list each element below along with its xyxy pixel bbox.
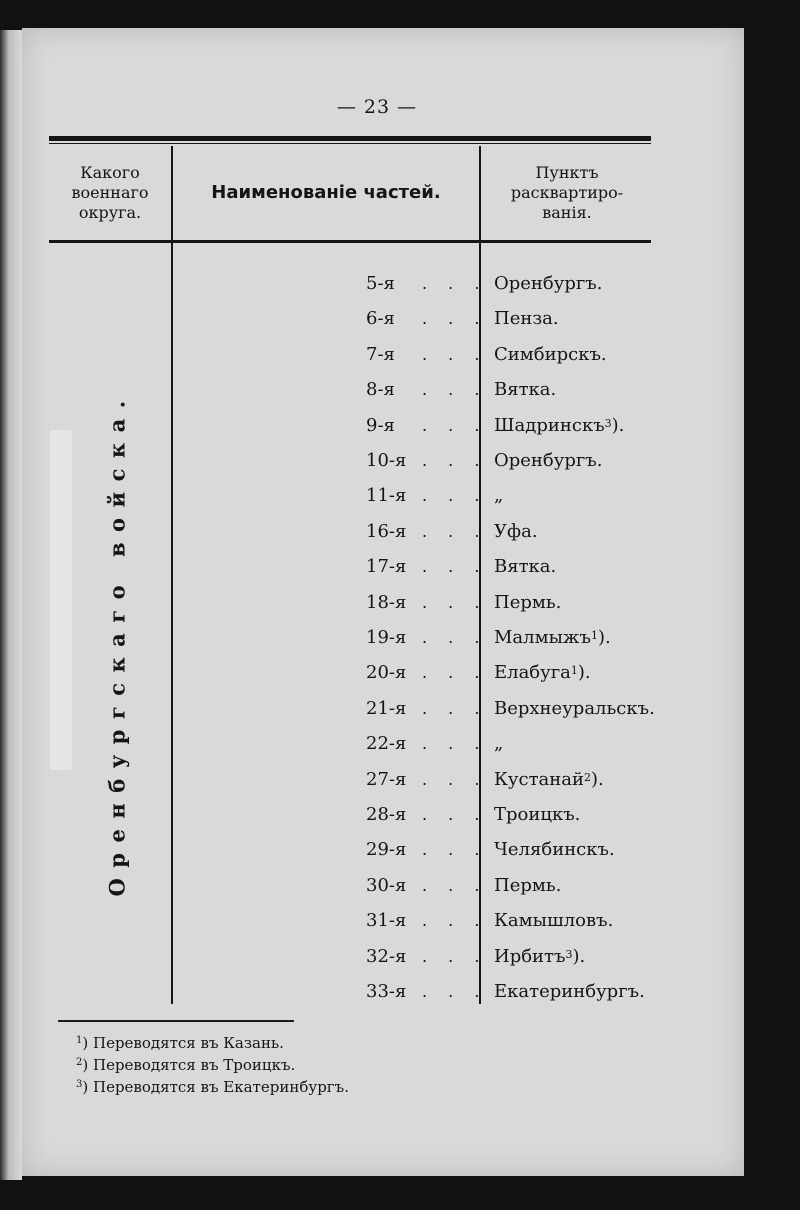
table-row: [22, 620, 744, 656]
footnote-mark: 2: [76, 1057, 83, 1068]
unit-number: 21-я: [366, 698, 407, 719]
unit-number: 17-я: [366, 556, 407, 577]
leader-dots: . . .: [422, 274, 488, 293]
table-row: [22, 266, 744, 302]
location-cell: [494, 974, 645, 1010]
location-cell: [494, 478, 503, 514]
location-name: Кустанай: [494, 769, 585, 790]
header-location-line: Пунктъ: [535, 163, 599, 182]
unit-number: 22-я: [366, 733, 407, 754]
unit-number: 33-я: [366, 981, 407, 1002]
unit-number: 20-я: [366, 662, 407, 683]
header-units-text: Наименованіе частей.: [211, 182, 441, 203]
location-name: „: [494, 733, 504, 754]
leader-dots: . . .: [422, 770, 488, 789]
location-name: Ирбитъ: [494, 946, 566, 967]
footnote-mark: 1: [76, 1035, 83, 1046]
footnote-text: ) Переводятся въ Троицкъ.: [82, 1056, 296, 1074]
footnote-rule: [58, 1020, 294, 1022]
header-district-line: округа.: [78, 203, 142, 222]
location-cell: [494, 939, 585, 975]
unit-number: 10-я: [366, 450, 407, 471]
location-cell: [494, 266, 602, 302]
leader-dots: . . .: [422, 380, 488, 399]
table-header: [49, 146, 651, 240]
table-row: [22, 726, 744, 762]
location-name: „: [494, 485, 504, 506]
location-name: Елабуга: [494, 662, 571, 683]
location-name: Пенза.: [494, 308, 559, 329]
table-row: [22, 939, 744, 975]
leader-dots: . . .: [422, 805, 488, 824]
footnote-text: ) Переводятся въ Казань.: [82, 1034, 284, 1052]
header-location-line: расквартиро-: [510, 183, 624, 202]
table-row: [22, 408, 744, 444]
location-name: Екатеринбургъ.: [494, 981, 645, 1002]
leader-dots: . . .: [422, 699, 488, 718]
table-top-rule: [49, 136, 651, 141]
footnote: [76, 1054, 349, 1076]
table-row: [22, 974, 744, 1010]
unit-number: 27-я: [366, 769, 407, 790]
book-page: [22, 28, 744, 1176]
location-name: Камышловъ.: [494, 910, 614, 931]
unit-number: 31-я: [366, 910, 407, 931]
footnote-ref: 1: [590, 629, 598, 642]
footnote-ref-close: ).: [572, 946, 586, 967]
leader-dots: . . .: [422, 557, 488, 576]
location-name: Вятка.: [494, 379, 557, 400]
table-row: [22, 762, 744, 798]
unit-number: 5-я: [366, 273, 395, 294]
footnote-ref-close: ).: [611, 415, 625, 436]
location-name: Пермь.: [494, 875, 562, 896]
footnote-ref: 1: [570, 664, 578, 677]
location-name: Вятка.: [494, 556, 557, 577]
leader-dots: . . .: [422, 947, 488, 966]
header-location: [483, 146, 651, 240]
location-cell: [494, 832, 615, 868]
unit-number: 9-я: [366, 415, 395, 436]
location-cell: [494, 655, 591, 691]
table-row: [22, 301, 744, 337]
footnote-ref: 3: [565, 948, 573, 961]
table-top-rule-thin: [49, 143, 651, 144]
header-location-line: ванія.: [542, 203, 592, 222]
footnote: [76, 1032, 349, 1054]
location-cell: [494, 443, 602, 479]
table-row: [22, 903, 744, 939]
table-row: [22, 443, 744, 479]
unit-number: 6-я: [366, 308, 395, 329]
location-cell: [494, 620, 611, 656]
district-label-text: Оренбургскаго войска.: [104, 390, 130, 896]
location-cell: [494, 868, 561, 904]
header-district-line: военнаго: [71, 183, 149, 202]
location-name: Троицкъ.: [494, 804, 581, 825]
unit-number: 7-я: [366, 344, 395, 365]
location-name: Симбирскъ.: [494, 344, 607, 365]
table-row: [22, 337, 744, 373]
leader-dots: . . .: [422, 486, 488, 505]
location-name: Малмыжъ: [494, 627, 591, 648]
leader-dots: . . .: [422, 911, 488, 930]
location-name: Оренбургъ.: [494, 273, 603, 294]
footnote-ref: 2: [584, 771, 592, 784]
leader-dots: . . .: [422, 345, 488, 364]
footnote-ref-close: ).: [577, 662, 591, 683]
location-cell: [494, 726, 503, 762]
leader-dots: . . .: [422, 522, 488, 541]
location-name: Шадринскъ: [494, 415, 605, 436]
unit-number: 28-я: [366, 804, 407, 825]
table-row: [22, 691, 744, 727]
leader-dots: . . .: [422, 876, 488, 895]
location-name: Верхнеуральскъ.: [494, 698, 655, 719]
leader-dots: . . .: [422, 628, 488, 647]
footnote-ref-close: ).: [597, 627, 611, 648]
unit-number: 30-я: [366, 875, 407, 896]
leader-dots: . . .: [422, 982, 488, 1001]
leader-dots: . . .: [422, 593, 488, 612]
unit-number: 32-я: [366, 946, 407, 967]
unit-number: 18-я: [366, 592, 407, 613]
footnote-mark: 3: [76, 1079, 83, 1090]
location-cell: [494, 903, 613, 939]
footnote-ref: 3: [604, 417, 612, 430]
table-row: [22, 478, 744, 514]
location-cell: [494, 372, 556, 408]
footnote-text: ) Переводятся въ Екатеринбургъ.: [82, 1078, 349, 1096]
location-cell: [494, 337, 607, 373]
header-units: [173, 146, 479, 240]
location-cell: [494, 691, 655, 727]
table-row: [22, 797, 744, 833]
previous-page-edge: [0, 30, 22, 1180]
table-row: [22, 549, 744, 585]
unit-number: 11-я: [366, 485, 407, 506]
location-cell: [494, 797, 580, 833]
location-cell: [494, 514, 538, 550]
location-cell: [494, 585, 561, 621]
table-row: [22, 868, 744, 904]
header-bottom-rule: [49, 240, 651, 243]
location-cell: [494, 549, 556, 585]
table-row: [22, 832, 744, 868]
location-cell: [494, 301, 559, 337]
leader-dots: . . .: [422, 663, 488, 682]
table-row: [22, 372, 744, 408]
header-district-line: Какого: [80, 163, 140, 182]
table-row: [22, 655, 744, 691]
footnote: [76, 1076, 349, 1098]
unit-number: 8-я: [366, 379, 395, 400]
footnote-ref-close: ).: [591, 769, 604, 790]
location-name: Уфа.: [494, 521, 538, 542]
page-number: — 23 —: [336, 96, 418, 118]
leader-dots: . . .: [422, 309, 488, 328]
leader-dots: . . .: [422, 734, 488, 753]
unit-number: 29-я: [366, 839, 407, 860]
location-cell: [494, 408, 624, 444]
leader-dots: . . .: [422, 416, 488, 435]
table-row: [22, 585, 744, 621]
location-name: Пермь.: [494, 592, 562, 613]
footnotes: [76, 1032, 349, 1098]
location-name: Оренбургъ.: [494, 450, 603, 471]
table-row: [22, 514, 744, 550]
leader-dots: . . .: [422, 451, 488, 470]
leader-dots: . . .: [422, 840, 488, 859]
location-name: Челябинскъ.: [494, 839, 615, 860]
location-cell: [494, 762, 604, 798]
unit-number: 16-я: [366, 521, 407, 542]
header-district: [49, 146, 171, 240]
unit-number: 19-я: [366, 627, 407, 648]
